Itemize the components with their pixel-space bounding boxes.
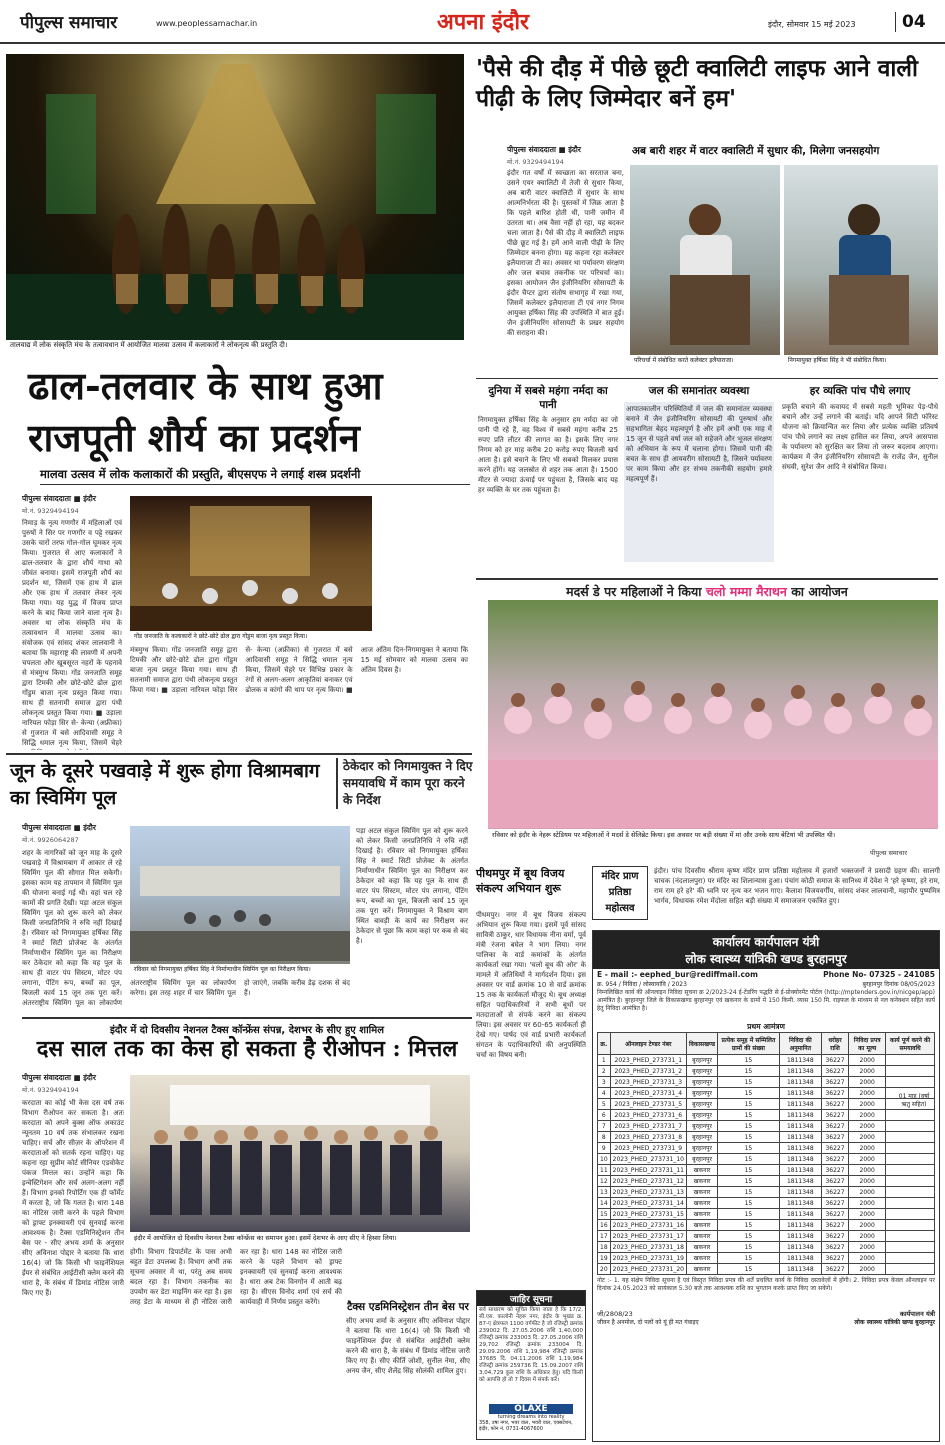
table-cell xyxy=(886,1242,935,1253)
table-cell: 2023_PHED_273731_17 xyxy=(610,1231,686,1242)
table-cell: बुरहानपुर xyxy=(687,1121,718,1132)
table-cell: खकनार xyxy=(687,1264,718,1275)
dance-mobile: मो.नं. 9329494194 xyxy=(22,507,79,515)
table-cell: 15 xyxy=(718,1220,780,1231)
table-cell: 1811348 xyxy=(779,1099,821,1110)
tender-col-header: ऑनलाइन टेण्डर नंबर xyxy=(610,1033,686,1055)
table-cell: बुरहानपुर xyxy=(687,1055,718,1066)
table-cell: 1811348 xyxy=(779,1220,821,1231)
pool-mobile: मो.नं. 9926064287 xyxy=(22,836,79,844)
tax-article-body-sub: सीए अभय शर्मा के अनुसार सीए अविनाश पोद्दार ने बताया कि धारा 16(4) जो कि किसी भी फाइनेंशियल ईयर से संबंधित आईटीसी क्लेम करने की धारा है, के संबंध में डिमांड नोटिस जारी किए गए हैं। सीए कीर्ति जोशी, सुनील नेमा, सीए अनय जैन, सीए शैलेंद्र सिंह सोलंकी शामिल हुए। xyxy=(346,1317,470,1375)
table-row xyxy=(598,1198,935,1209)
table-cell xyxy=(886,1231,935,1242)
tender-form-title: प्रथम आमंत्रण xyxy=(747,1022,785,1031)
table-row xyxy=(598,1209,935,1220)
table-cell xyxy=(886,1198,935,1209)
tax-article-body-cont: होगी। विभाग डिपार्टमेंट के पास अभी बहुत डेटा उपलब्ध है। विभाग अभी तक सूचना अवसर में था, परंतु अब समय बदल रहा है। विभाग तकनीक का उपयोग कर डेटा माइनिंग कर रहा है। इस तरह डेटा के माध्यम से ही नोटिस जारी कर रहा है। धारा 148 का नोटिस जारी करने के पहले विभाग को ड्राफ्ट इनक्वायरी एवं सुनवाई करना आवश्यक है। धारा अब टेक विनगोन में आती बढ़ रहा है। सीएस विनोद शर्मा एवं सर्च की कार्यवाही में निर्णय प्रस्तुत करेंगे। xyxy=(130,1248,342,1306)
website-url[interactable]: www.peoplessamachar.in xyxy=(156,19,258,28)
table-cell: 2000 xyxy=(849,1242,886,1253)
table-cell: 2000 xyxy=(849,1088,886,1099)
table-row xyxy=(598,1088,935,1099)
tender-office: कार्यालय कार्यपालन यंत्री xyxy=(712,935,820,949)
table-cell xyxy=(886,1187,935,1198)
table-cell xyxy=(886,1132,935,1143)
dance-stage-photo xyxy=(6,54,464,351)
public-notice-brand: OLAXE xyxy=(489,1404,573,1414)
table-cell: 1811348 xyxy=(779,1253,821,1264)
table-cell: 2000 xyxy=(849,1253,886,1264)
tender-col-header: विकासखण्ड xyxy=(687,1033,718,1055)
collector-photo-illustration xyxy=(630,165,780,355)
table-cell: 15 xyxy=(718,1198,780,1209)
table-cell: 36227 xyxy=(821,1099,848,1110)
tax-mobile: मो.नं. 9329494194 xyxy=(22,1086,79,1094)
table-row xyxy=(598,1165,935,1176)
table-row xyxy=(598,1231,935,1242)
table-cell: 2023_PHED_273731_13 xyxy=(610,1187,686,1198)
table-cell: 15 xyxy=(718,1231,780,1242)
table-cell xyxy=(886,1110,935,1121)
tender-col-header: निविदा की अनुमानित xyxy=(779,1033,821,1055)
dance-deck: मालवा उत्सव में लोक कलाकारों की प्रस्तुति, बीएसएफ ने लगाई शस्त्र प्रदर्शनी xyxy=(40,467,470,485)
table-cell: बुरहानपुर xyxy=(687,1132,718,1143)
table-row xyxy=(598,1264,935,1275)
public-notice-tag: turning dreams into reality xyxy=(497,1414,565,1420)
table-cell xyxy=(886,1176,935,1187)
table-cell: 15 xyxy=(718,1077,780,1088)
table-cell: 1811348 xyxy=(779,1231,821,1242)
tender-sign2: लोक स्वास्थ्य यांत्रिकी खण्ड बुरहानपुर xyxy=(854,1319,935,1326)
table-cell: बुरहानपुर xyxy=(687,1154,718,1165)
table-cell: 2023_PHED_273731_2 xyxy=(610,1066,686,1077)
table-cell: 36227 xyxy=(821,1165,848,1176)
table-cell: 2023_PHED_273731_11 xyxy=(610,1165,686,1176)
table-cell: 2000 xyxy=(849,1176,886,1187)
table-cell: 15 xyxy=(718,1132,780,1143)
table-cell: 15 xyxy=(598,1209,611,1220)
table-cell: 2023_PHED_273731_15 xyxy=(610,1209,686,1220)
table-cell: 2023_PHED_273731_20 xyxy=(610,1264,686,1275)
table-row xyxy=(598,1253,935,1264)
pool-article-body-cont: पड़ा अटल संकुल स्विमिंग पूल को शुरू करने को लेकर किसी जनप्रतिनिधि ने रुचि नहीं दिखाई है। रविवार को निगमायुक्त हर्षिका सिंह ने स्मार्ट सिटी प्रोजेक्ट के अंतर्गत निर्माणाधीन स्विमिंग पूल का निरीक्षण कर ठेकेदार को कहा कि यह पूल के साथ ही वाटर पंप सिस्टम, मोटर पंप लगाना, पेंटिंग रूप, बच्चों का पूल, बिजली कार्य 15 जून तक पूरा करें। निगमायुक्त ने विश्राम बाग स्थित बावड़ी के कार्य का निरीक्षण कर ठेकेदार से पूछा कि काम कहां पर कब से बंद है। xyxy=(356,827,468,945)
pool-divider xyxy=(6,753,472,755)
table-cell: 2000 xyxy=(849,1220,886,1231)
table-cell: 18 xyxy=(598,1242,611,1253)
table-cell: 12 xyxy=(598,1176,611,1187)
dance-article-body-cont: मंत्रमुग्ध किया। गोंड जनजाति समूह द्वारा टिमकी और छोटे-छोटे ढोल द्वारा गोंडुम बाजा नृत्य प्रस्तुत किया गया। साथ ही सतनामी समाज द्वारा पंथी लोकनृत्य प्रस्तुत किया गया। ■ उड़ाला नारियल फोड़ा सिर से- केन्या (अफ्रीका) से गुजरात में बसे आदिवासी समूह ने सिद्धि धमाल नृत्य किया, जिसमें चेहरे पर विभिन्न प्रकार के रंगों से अलग-अलग आकृतियां बनाकर एवं ढोलक व कांगो की थाप पर नृत्य किया। ■ आज अंतिम दिन-निगमायुक्त ने बताया कि 15 मई सोमवार को मालवा उत्सव का अंतिम दिवस है। xyxy=(130,646,468,694)
top-article-body: इंदौर गत वर्षों में स्वच्छता का सरताज बना, उसने एयर क्वालिटी में तेजी से सुधार किया, अब बारी वाटर क्वालिटी में सुधार के साथ आत्मनिर्भरता की है। पुस्तकों में जिक्र आता है कि पहले बारिश होती थी, पानी जमीन में उतरता था। अब वैसा नहीं हो रहा, यह बदकर चला जाता है। पैसे की दौड़ में क्वालिटी लाइफ पीछे छूट गई है। हमें आने वाली पीढ़ी के लिए जिम्मेदार बनना होगा। यह कहना रहा कलेक्टर इलैयाराजा टी का। अवसर था पर्यावरण संरक्षण और जल बचाव तकनीक पर परिचर्चा का। इसका आयोजन जैन इंजीनियरिंग सोसायटी के इंदौर चैप्टर द्वारा संतोष सभागृह में रखा गया, जिसमें कलेक्टर इलैयाराजा टी एवं नगर निगम आयुक्त हर्षिका सिंह की उपस्थिति में बात हुई। जैन इंजीनियरिंग सोसायटी के प्रखर सहयोग की सराहना की। xyxy=(507,169,624,337)
table-cell: 36227 xyxy=(821,1132,848,1143)
table-row xyxy=(598,1242,935,1253)
table-cell xyxy=(886,1209,935,1220)
pool-headline: जून के दूसरे पखवाड़े में शुरू होगा विश्रामबाग का स्विमिंग पूल xyxy=(10,760,320,809)
gond-photo-caption: गोंड जनजाति के कलाकारों ने छोटे-छोटे ढोल द्वारा गोंडुम बाजा नृत्य प्रस्तुत किया। xyxy=(130,631,372,641)
public-notice xyxy=(476,1290,586,1440)
table-cell: 15 xyxy=(718,1165,780,1176)
table-cell xyxy=(886,1121,935,1132)
table-cell: 1811348 xyxy=(779,1077,821,1088)
tender-header xyxy=(593,931,939,969)
table-cell: 2023_PHED_273731_10 xyxy=(610,1154,686,1165)
tender-phone: Phone No- 07325 - 241085 xyxy=(823,970,935,979)
table-cell: 1811348 xyxy=(779,1066,821,1077)
table-cell: 36227 xyxy=(821,1110,848,1121)
pithampur-body: पीथमपुर। नगर में बूथ विजय संकल्प अभियान शुरू किया गया। इसमें पूर्व सांसद सावित्री ठाकुर, धार विधायक नीना वर्मा, पूर्व मंत्री रंजना बघेल ने भाग लिया। नगर पालिका के वार्ड कमांकों के अंतर्गत कार्यकर्ता रखा गया। 'चलो बूथ की ओर' के मामले में अतिथियों ने मार्गदर्शन दिया। इस अवसर पर वार्ड क्रमांक 10 से वार्ड क्रमांक 15 तक के कार्यकर्ता मौजूद थे। बूथ अध्यक्ष सहित पदाधिकारियों ने सभी बूथों पर मतदाताओं से संपर्क करने का संकल्प लिया। इस अवसर पर 60-65 कार्यकर्ता ही देखे गए। पार्षद एवं वार्ड प्रभारी कार्यकर्ता संगठन के पदाधिकारियों की अनुपस्थिति चर्चा का विषय बनी। xyxy=(476,911,586,1059)
table-cell: 1811348 xyxy=(779,1264,821,1275)
table-cell: खकनार xyxy=(687,1220,718,1231)
table-cell: 3 xyxy=(598,1077,611,1088)
collector-photo-caption: परिचर्चा में संबोधित करते कलेक्टर इलैयाराजा। xyxy=(630,355,780,365)
table-cell: 2000 xyxy=(849,1198,886,1209)
table-cell: 36227 xyxy=(821,1077,848,1088)
table-cell: 2023_PHED_273731_16 xyxy=(610,1220,686,1231)
public-notice-body: सर्व साधारण को सूचित किया जाता है कि 17/2, सी.एस. कालोनी नेहरू नगर, इंदौर के भूखंड क्र. 87-ए क्षेत्रफल 1100 वर्गफीट है जो रजिस्ट्री क्रमांक 239002 दि. 27.05.2006 राशि 1,40,000 रजिस्ट्री क्रमांक 233003 दि. 27.05.2006 राशि 29,702 रजिस्ट्री क्रमांक 233004 दि. 29.09.2006 राशि 1,19,984 रजिस्ट्री क्रमांक 37685 दि. 04.11.2006 राशि 1,19,984 रजिस्ट्री क्रमांक 259736 दि. 15.09.2007 राशि 3,04,729 कुल राशि के अधिकार हेतु। यदि किसी को आपत्ति हो तो 7 दिवस में संपर्क करें। xyxy=(479,1307,583,1383)
table-cell: 2023_PHED_273731_3 xyxy=(610,1077,686,1088)
marathon-caption: रविवार को इंदौर के नेहरू स्टेडियम पर महिलाओं ने मदर्स डे सेलिब्रेट किया। इस अवसर पर बड़ी संख्या में मां और उनके साथ बेटियां भी उपस्थित थी। xyxy=(488,829,938,840)
table-cell xyxy=(886,1143,935,1154)
table-cell: 1811348 xyxy=(779,1110,821,1121)
table-cell: 1811348 xyxy=(779,1165,821,1176)
table-cell: 16 xyxy=(598,1220,611,1231)
collector-photo xyxy=(630,165,780,365)
table-cell: 15 xyxy=(718,1242,780,1253)
dance-article-body: निमाड़ के नृत्य गणगौर में महिलाओं एवं पुरुषों ने सिर पर गणगौर व पट्टे रखकर उसके चारों तरफ गोल-गोल घूमकर नृत्य किया। गुजरात से आए कलाकारों ने ढाल-तलवार के द्वारा शौर्य गाथा को जीवंत बनाया। इसमें राजपूती शौर्य का प्रदर्शन था, जिसमें एक हाथ में ढाल और एक हाथ में तलवार लेकर नृत्य किया गया। यह युद्ध में विजय प्राप्त करने के बाद किया जाने वाला नृत्य है। अवसर था लोक संस्कृति मंच के तत्वावधान में मालवा उत्सव का। संयोजक एवं सांसद शंकर लालवानी ने बताया कि महाराष्ट्र की लावणी में अपनी चपलता और खूबसूरत नहरों के पहनावे से मंत्रमुग्ध किया। गोंड जनजाति समूह द्वारा टिमकी और छोटे-छोटे ढोल द्वारा गोंडुम बाजा नृत्य प्रस्तुत किया गया। साथ ही सतनामी समाज द्वारा पंथी लोकनृत्य प्रस्तुत किया गया। ■ उड़ाला नारियल फोड़ा सिर से- केन्या (अफ्रीका) से गुजरात में बसे आदिवासी समूह ने सिद्धि धमाल नृत्य किया, जिसमें चेहरे xyxy=(22,519,122,747)
tender-col-header: निविदा प्रपत्र का मूल्य xyxy=(849,1033,886,1055)
table-cell: 2023_PHED_273731_12 xyxy=(610,1176,686,1187)
table-cell: 15 xyxy=(718,1264,780,1275)
table-cell: 2000 xyxy=(849,1165,886,1176)
table-cell: 2023_PHED_273731_1 xyxy=(610,1055,686,1066)
marathon-credit: पीपुल्स समाचार xyxy=(870,849,907,857)
table-cell: 15 xyxy=(718,1110,780,1121)
tender-email[interactable]: E - mail :- eephed_bur@rediffmail.com xyxy=(597,970,758,979)
parallel-headline: जल की समानांतर व्यवस्था xyxy=(648,385,750,397)
table-cell: 1811348 xyxy=(779,1176,821,1187)
tax-kicker: इंदौर में दो दिवसीय नेशनल टैक्स कॉन्फ्रेंस संपन्न, देशभर के सीए हुए शामिल xyxy=(22,1017,472,1036)
tender-ref-date: बुरहानपुर दिनांक 08/05/2023 xyxy=(862,981,935,988)
table-cell: 2023_PHED_273731_19 xyxy=(610,1253,686,1264)
table-cell: 36227 xyxy=(821,1121,848,1132)
table-cell: 15 xyxy=(718,1154,780,1165)
table-cell: 36227 xyxy=(821,1209,848,1220)
table-cell: 2023_PHED_273731_9 xyxy=(610,1143,686,1154)
marathon-photo xyxy=(488,600,938,840)
page-number: 04 xyxy=(895,12,926,32)
table-row xyxy=(598,1055,935,1066)
public-notice-address: 358, उषा नगर, भवर वाल, भवरी वाल, एक्सटेंशन, इंदौर, फोन नं. 0731-4067600 xyxy=(479,1420,573,1432)
mid-divider xyxy=(476,378,938,379)
table-cell: खकनार xyxy=(687,1242,718,1253)
table-cell: 36227 xyxy=(821,1242,848,1253)
table-cell xyxy=(886,1055,935,1066)
five-plants-body: प्रकृति बचाने की कवायद में सबसे महती भूमिका पेड़-पौधे बचाने और उन्हें लगाने की बताई। यदि आपने सिटी फॉरेस्ट योजना को क्रियान्वित कर लिया और प्रत्येक व्यक्ति प्रतिवर्ष पांच पौधे लगाने का लक्ष्य हासिल कर लिया, अपने आसपास के पर्यावरण को सुरक्षित कर लिया तो जरूर बदलाव आएगा। कार्यक्रम में जैन इंजीनियरिंग सोसायटी के राजेंद्र जैन, सुनील संघवी, सुरेश जैन आदि ने संबोधित किया। xyxy=(782,403,938,471)
table-cell: 36227 xyxy=(821,1253,848,1264)
table-cell: 2000 xyxy=(849,1110,886,1121)
table-cell: खकनार xyxy=(687,1209,718,1220)
table-cell: 2023_PHED_273731_18 xyxy=(610,1242,686,1253)
table-cell: 2023_PHED_273731_7 xyxy=(610,1121,686,1132)
tax-conference-photo xyxy=(130,1075,470,1243)
table-cell: खकनार xyxy=(687,1198,718,1209)
table-cell: 36227 xyxy=(821,1088,848,1099)
table-cell: बुरहानपुर xyxy=(687,1077,718,1088)
tax-subheadline: टैक्स एडमिनिस्ट्रेशन तीन बेस पर xyxy=(347,1301,469,1313)
table-cell: 2000 xyxy=(849,1055,886,1066)
table-cell: 11 xyxy=(598,1165,611,1176)
pool-photo-illustration xyxy=(130,826,350,961)
pithampur-headline: पीथमपुर में बूथ विजय संकल्प अभियान शुरू xyxy=(476,867,565,895)
table-cell: 15 xyxy=(718,1187,780,1198)
table-cell: 36227 xyxy=(821,1055,848,1066)
tender-dept: लोक स्वास्थ्य यांत्रिकी खण्ड बुरहानपुर xyxy=(685,952,847,966)
table-cell xyxy=(886,1066,935,1077)
tender-col-header: प्रत्येक समूह में सम्मिलित ग्रामों की संख्या xyxy=(718,1033,780,1055)
commissioner-photo-caption: निगमायुक्त हर्षिका सिंह ने भी संबोधित किया। xyxy=(784,355,938,365)
table-cell: 13 xyxy=(598,1187,611,1198)
table-cell: बुरहानपुर xyxy=(687,1099,718,1110)
table-cell: 36227 xyxy=(821,1187,848,1198)
table-cell xyxy=(886,1165,935,1176)
pool-article-body: शहर के नागरिकों को जून माह के दूसरे पखवाड़े में विश्रामबाग में आकार ले रहे स्विमिंग पूल की सौगात मिल सकेगी। इसका काम यह तापमान में स्विमिंग पूल की योजना बनाई गई थी। वहां चल रहे कामों की प्रगति देखी। पड़ा अटल संकुल स्विमिंग पूल को शुरू करने को लेकर किसी जनप्रतिनिधि ने रुचि नहीं दिखाई है। रविवार को निगमायुक्त हर्षिका सिंह ने स्मार्ट सिटी प्रोजेक्ट के अंतर्गत निर्माणाधीन स्विमिंग पूल का निरीक्षण कर ठेकेदार को कहा कि यह पूल के साथ ही वाटर पंप सिस्टम, मोटर पंप लगाना, पेंटिंग रूप, बच्चों का पूल, बिजली कार्य 15 जून तक पूरा करें। अंतरराष्ट्रीय स्विमिंग पूल का लोकार्पण xyxy=(22,849,122,1007)
tender-period: 01 माह (वर्षा ऋतु सहित) xyxy=(898,1093,930,1108)
marathon-headline-post: का आयोजन xyxy=(786,584,848,599)
table-cell: 36227 xyxy=(821,1066,848,1077)
pool-photo xyxy=(130,826,350,974)
table-cell: 2000 xyxy=(849,1143,886,1154)
table-cell: 6 xyxy=(598,1110,611,1121)
tender-code: जी/2808/23 xyxy=(597,1310,633,1318)
table-cell: 36227 xyxy=(821,1154,848,1165)
table-cell: 1811348 xyxy=(779,1209,821,1220)
table-cell: बुरहानपुर xyxy=(687,1088,718,1099)
marathon-photo-illustration xyxy=(488,600,938,828)
table-cell: खकनार xyxy=(687,1253,718,1264)
table-cell: 19 xyxy=(598,1253,611,1264)
table-row xyxy=(598,1220,935,1231)
table-row xyxy=(598,1110,935,1121)
gond-dance-photo xyxy=(130,496,372,641)
table-cell: 36227 xyxy=(821,1143,848,1154)
table-row xyxy=(598,1132,935,1143)
tender-col-header: धरोहर राशि xyxy=(821,1033,848,1055)
table-cell: खकनार xyxy=(687,1187,718,1198)
tender-notice xyxy=(592,930,940,1442)
pool-side-headline: ठेकेदार को निगमायुक्त ने दिए समयावधि में काम पूरा करने के निर्देश xyxy=(336,758,474,809)
table-row xyxy=(598,1066,935,1077)
tender-table xyxy=(597,1032,935,1275)
pool-article-body-bottom: अंतरराष्ट्रीय स्विमिंग पूल का लोकार्पण करेगा। इस तरह शहर में चार स्विमिंग पूल हो जाएंगे, जबकि करीब डेढ़ दशक से बंद हैं। xyxy=(130,979,350,997)
table-cell xyxy=(886,1154,935,1165)
table-cell: बुरहानपुर xyxy=(687,1143,718,1154)
table-row xyxy=(598,1176,935,1187)
masthead xyxy=(0,0,945,44)
table-row xyxy=(598,1154,935,1165)
marathon-headline-highlight: चलो मम्मा मैराथन xyxy=(705,584,787,599)
table-cell: 36227 xyxy=(821,1231,848,1242)
commissioner-photo-illustration xyxy=(784,165,938,355)
tender-note: नोट :- 1. यह संक्षेप निविदा सूचना है एवं विस्तृत निविदा प्रपत्र की शर्तें प्रचलित कार्य के निविदा दस्तावेज़ों में होंगी। 2. निविदा प्रपत्र केवल ऑनलाइन पर दिनांक 24.05.2023 को सायंकाल 5.30 बजे तक आवश्यक राशि का भुगतान करके प्राप्त किए जा सकेंगे। xyxy=(597,1277,935,1292)
gond-photo-illustration xyxy=(130,496,372,631)
table-cell: 2000 xyxy=(849,1231,886,1242)
tender-col-header: क्र. xyxy=(598,1033,611,1055)
narmada-headline: दुनिया में सबसे महंगा नर्मदा का पानी xyxy=(488,385,608,411)
table-cell: 2000 xyxy=(849,1077,886,1088)
table-cell: 2 xyxy=(598,1066,611,1077)
table-cell: 15 xyxy=(718,1253,780,1264)
tax-article-body: करदाता का कोई भी केस दस वर्ष तक विभाग रीओपन कर सकता है। अतः करदाता को अपने बुक्स ऑफ अकाउंट न्यूनतम 10 वर्ष तक संभालकर रखना चाहिए। सर्च और सीज़र के ऑपरेशन में करदाताओं को सतर्क रहना चाहिए। यह कहना रहा सुप्रीम कोर्ट सीनियर एडवोकेट पंकज मित्तल का। उन्होंने कहा कि इन्वेस्टिगेशन और सर्च अलग-अलग नहीं हैं। विभाग इनको रिपोर्टिंग एक ही फॉर्मेट में करता है, जो कि गलत है। धारा 148 का नोटिस जारी करने के पहले विभाग को ड्राफ्ट इनक्वायरी एवं सुनवाई करना आवश्यक है। टैक्स एडमिनिस्ट्रेशन तीन बेस पर - सीए अभय शर्मा के अनुसार सीए अविनाश पोद्दार ने बताया कि धारा 16(4) जो कि किसी भी फाइनेंशियल ईयर से संबंधित आईटीसी क्लेम करने की धारा है, के संबंध में डिमांड नोटिस जारी किए गए हैं। xyxy=(22,1099,124,1297)
table-cell: बुरहानपुर xyxy=(687,1110,718,1121)
table-cell: 17 xyxy=(598,1231,611,1242)
five-plants-headline: हर व्यक्ति पांच पौधे लगाए xyxy=(809,385,911,397)
table-cell: 1 xyxy=(598,1055,611,1066)
tender-intro: निम्नलिखित कार्य की ऑनलाइन निविदा सूचना क्र 2/2023-24 ई-टेंडरिंग पद्धति से ई-प्रोक्योरमेंट पोर्टल (http://mptenders.gov.in/nicgep/app) आमंत्रित है। बुरहानपुर जिले के विकासखण्ड बुरहानपुर एवं खकनार के ग्रामों में 150 किमी. व्यास 150 मि. राइफल के माध्यम से नल कनेक्शन सहित कार्य हेतु निविदा आमंत्रित है। xyxy=(597,989,935,1012)
table-cell: 1811348 xyxy=(779,1187,821,1198)
tax-photo-caption: इंदौर में आयोजित दो दिवसीय नेशनल टैक्स कॉन्फ्रेंस का समापन हुआ। इसमें देशभर के आए सीए ने हिस्सा लिया। xyxy=(130,1232,470,1243)
section-title: अपना इंदौर xyxy=(437,10,530,35)
marathon-headline-pre: मदर्स डे पर महिलाओं ने किया xyxy=(566,584,706,599)
table-cell: 1811348 xyxy=(779,1143,821,1154)
pool-byline: पीपुल्स संवाददाता ■ इंदौर xyxy=(22,823,96,832)
table-cell: 15 xyxy=(718,1176,780,1187)
table-cell: 15 xyxy=(718,1088,780,1099)
marathon-headline xyxy=(476,578,938,600)
table-cell: 15 xyxy=(718,1099,780,1110)
table-cell: 15 xyxy=(718,1121,780,1132)
table-row xyxy=(598,1099,935,1110)
table-cell: 1811348 xyxy=(779,1088,821,1099)
dance-photo-caption: तालवाद्य में लोक संस्कृति मंच के तत्वावधान में आयोजित मालवा उत्सव में कलाकारों ने लोकनृत्य की प्रस्तुति दी। xyxy=(6,340,464,351)
table-cell: 1811348 xyxy=(779,1198,821,1209)
table-cell: 2000 xyxy=(849,1209,886,1220)
table-cell: खकनार xyxy=(687,1165,718,1176)
table-cell: 2000 xyxy=(849,1264,886,1275)
table-cell: 15 xyxy=(718,1066,780,1077)
tender-jeevan: जीवन है अनमोल, दो पलों को यूं ही मत गंवाइए xyxy=(597,1319,699,1326)
table-cell: 2023_PHED_273731_4 xyxy=(610,1088,686,1099)
tax-headline: दस साल तक का केस हो सकता है रीओपन : मित्तल xyxy=(36,1036,458,1062)
parallel-body: आपातकालीन परिस्थितियों में जल की समानांतर व्यवस्था बनाने में जैन इंजीनियरिंग सोसायटी की पुरुषार्थ और सहभागिता बेहद महत्वपूर्ण है और हमें अभी एक माह में 15 जून से पहले वर्षा जल को सहेजने और भूजल संरक्षण को अभियान के रूप में चलाना होगा। जिसमें पानी की बचत के साथ ही आयवरीग सोसायटी है, जिसने पर्यावरण पर काम किया और हर संभव तकनीकी सहयोग हमारे महत्वपूर्ण हैं। xyxy=(624,402,774,562)
table-cell: 15 xyxy=(718,1209,780,1220)
tender-sign: कार्यपालन यंत्री xyxy=(899,1310,935,1318)
table-cell: 1811348 xyxy=(779,1242,821,1253)
table-cell: 2023_PHED_273731_8 xyxy=(610,1132,686,1143)
table-cell: 2000 xyxy=(849,1132,886,1143)
table-cell: 10 xyxy=(598,1154,611,1165)
table-cell: 2023_PHED_273731_5 xyxy=(610,1099,686,1110)
table-cell: 9 xyxy=(598,1143,611,1154)
table-cell: 15 xyxy=(718,1143,780,1154)
table-row xyxy=(598,1143,935,1154)
top-kicker: अब बारी शहर में वाटर क्वालिटी में सुधार की, मिलेगा जनसहयोग xyxy=(632,145,880,157)
table-cell: 36227 xyxy=(821,1198,848,1209)
table-cell: 2000 xyxy=(849,1066,886,1077)
table-cell xyxy=(886,1077,935,1088)
table-row xyxy=(598,1077,935,1088)
tax-byline: पीपुल्स संवाददाता ■ इंदौर xyxy=(22,1073,96,1082)
table-cell: बुरहानपुर xyxy=(687,1066,718,1077)
table-cell: 36227 xyxy=(821,1264,848,1275)
table-cell: 1811348 xyxy=(779,1132,821,1143)
top-mobile: मो.नं. 9329494194 xyxy=(507,158,564,166)
top-byline: पीपुल्स संवाददाता ■ इंदौर xyxy=(507,145,581,154)
table-cell: 15 xyxy=(718,1055,780,1066)
table-cell: 14 xyxy=(598,1198,611,1209)
pool-photo-caption: रविवार को निगमायुक्त हर्षिका सिंह ने निर्माणाधीन स्विमिंग पूल का निरीक्षण किया। xyxy=(130,964,350,974)
dance-photo-illustration xyxy=(6,54,464,351)
table-row xyxy=(598,1187,935,1198)
table-cell: 1811348 xyxy=(779,1154,821,1165)
tax-photo-illustration xyxy=(130,1075,470,1231)
logo[interactable]: पीपुल्स समाचार xyxy=(20,13,118,33)
table-row xyxy=(598,1121,935,1132)
narmada-body: निगमायुक्त हर्षिका सिंह के अनुसार हम नर्मदा का जो पानी पी रहे हैं, वह विश्व में सबसे महंगा करीब 25 रुपए प्रति लीटर की लागत का है। इसके लिए नगर निगम को हर माह करीब 20 करोड़ रुपए बिजली खर्च आता है। इसे बचाने के लिए भी सबको मिलकर प्रयास करने होंगे। यह जलस्रोत से शहर तक आता है। 1500 मीटर से ज्यादा ऊंचाई पर पहुंचता है, जिसके बाद यह हर व्यक्ति के घर तक पहुंचता है। xyxy=(478,416,618,494)
table-cell: 7 xyxy=(598,1121,611,1132)
table-cell: 2023_PHED_273731_6 xyxy=(610,1110,686,1121)
table-cell xyxy=(886,1253,935,1264)
table-cell: 1811348 xyxy=(779,1055,821,1066)
table-cell: 2000 xyxy=(849,1099,886,1110)
table-cell xyxy=(886,1264,935,1275)
table-cell: 4 xyxy=(598,1088,611,1099)
table-cell: 2000 xyxy=(849,1121,886,1132)
table-cell: 2000 xyxy=(849,1154,886,1165)
table-cell: 2023_PHED_273731_14 xyxy=(610,1198,686,1209)
table-cell: खकनार xyxy=(687,1176,718,1187)
table-cell: 36227 xyxy=(821,1176,848,1187)
table-cell: 2000 xyxy=(849,1187,886,1198)
table-cell: 36227 xyxy=(821,1220,848,1231)
mandir-headline: मंदिर प्राण प्रतिष्ठा महोत्सव xyxy=(592,866,648,920)
table-cell: 1811348 xyxy=(779,1121,821,1132)
table-cell: 8 xyxy=(598,1132,611,1143)
tender-col-header: कार्य पूर्ण करने की समयावधि xyxy=(886,1033,935,1055)
mandir-body: इंदौर। पांच दिवसीय श्रीराम कृष्ण मंदिर प्राण प्रतिष्ठा महोत्सव में हजारों भक्तजनों ने प्रसादी ग्रहण की। सालगी चाचक (नंदलालपुरा) पर मंदिर का शिलान्यास हुआ। पंचांग कोठी समाज के सानिध्य में देवेश ने 'हरे कृष्णा, हरे राम, राम राम हरे हरे' की ध्वनि पर नृत्य कर भजन गाए। कैलाश विजयवर्गीय, सांसद शंकर लालवानी, महापौर पुष्यमित्र भार्गव, विधायक रमेश मेंदोला सहित बड़ी संख्या में समाजजन एकत्रित हुए। xyxy=(654,867,940,905)
dance-byline: पीपुल्स संवाददाता ■ इंदौर xyxy=(22,494,96,503)
commissioner-photo xyxy=(784,165,938,365)
tender-ref: क्र. 954 / निविदा / लोस्वायांवि / 2023 xyxy=(597,981,687,988)
dance-headline: ढाल-तलवार के साथ हुआ राजपूती शौर्य का प्रदर्शन xyxy=(28,363,383,460)
public-notice-title: जाहिर सूचना xyxy=(477,1291,585,1306)
table-cell xyxy=(886,1220,935,1231)
table-cell: खकनार xyxy=(687,1231,718,1242)
issue-date: इंदौर, सोमवार 15 मई 2023 xyxy=(768,20,856,29)
table-cell: 5 xyxy=(598,1099,611,1110)
table-cell: 20 xyxy=(598,1264,611,1275)
top-headline: 'पैसे की दौड़ में पीछे छूटी क्वालिटी लाइफ आने वाली पीढ़ी के लिए जिम्मेदार बनें हम' xyxy=(476,55,918,112)
